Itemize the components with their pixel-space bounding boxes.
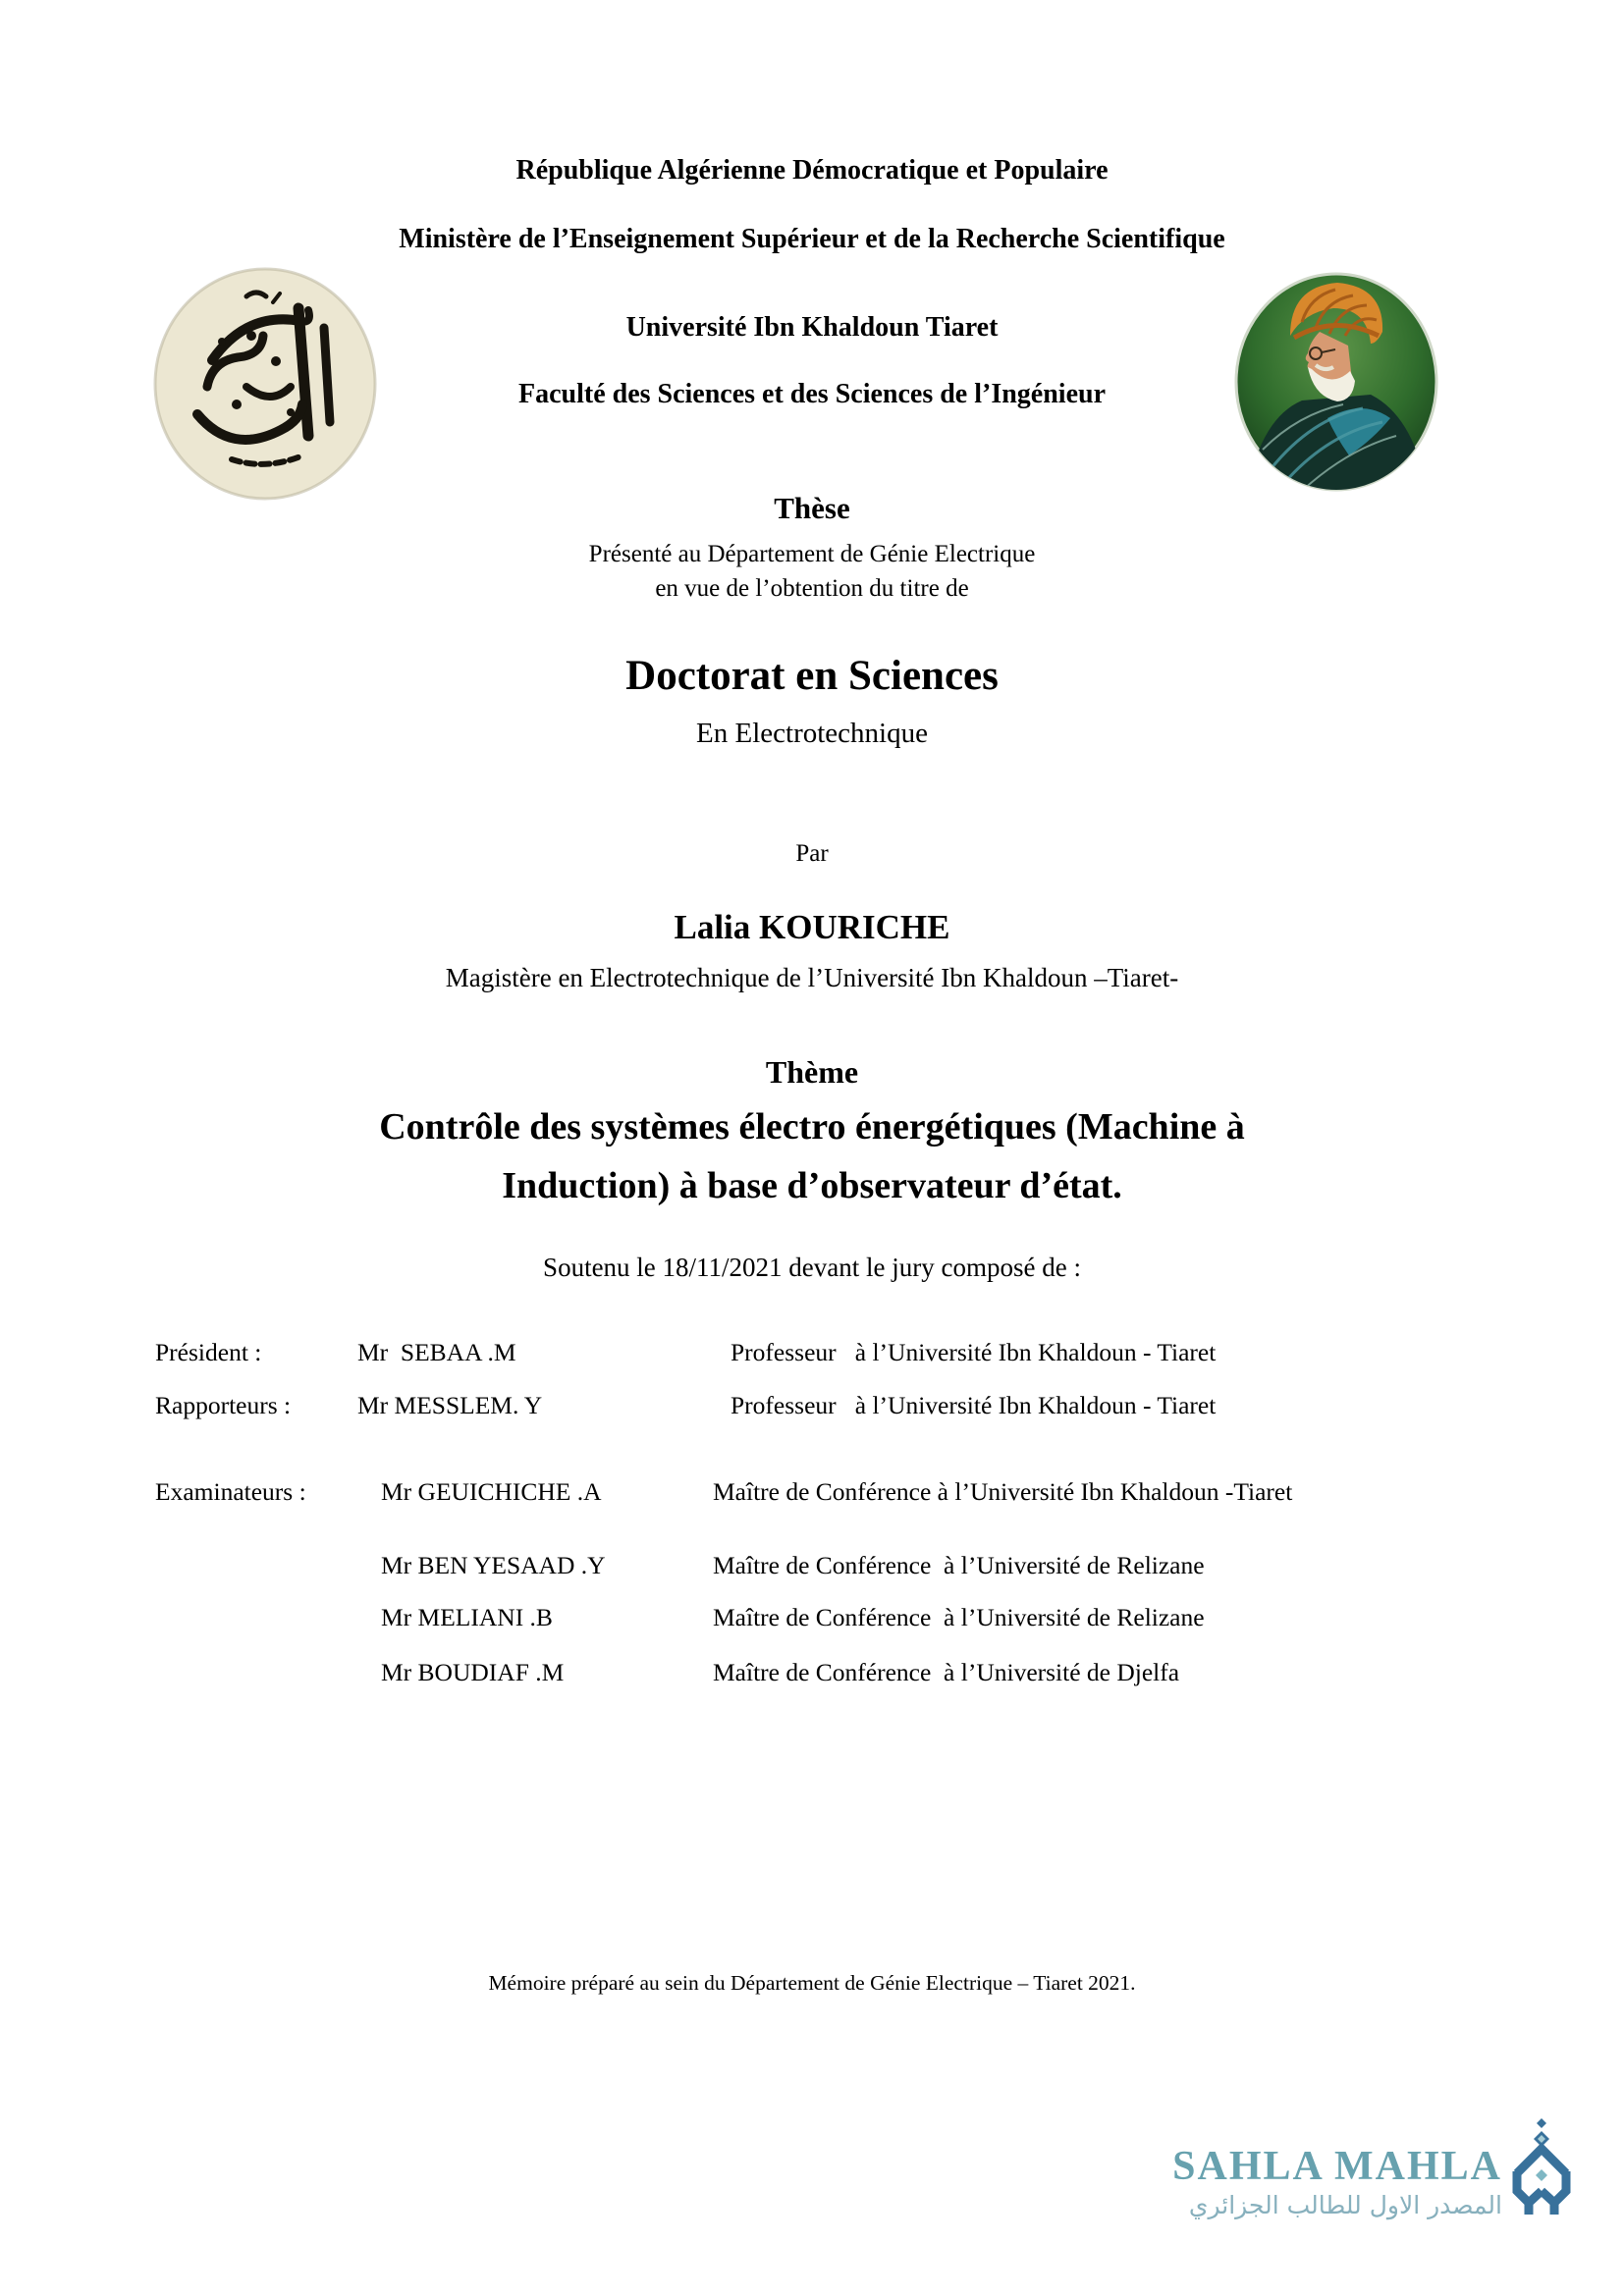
ministry-title: Ministère de l’Enseignement Supérieur et de la Recherche Scientifique	[399, 224, 1225, 254]
footer-note: Mémoire préparé au sein du Département de Génie Electrique – Tiaret 2021.	[488, 1971, 1136, 1995]
brand-tagline-arabic: المصدر الاول للطالب الجزائري	[1188, 2191, 1502, 2219]
thesis-label: Thèse	[774, 491, 850, 525]
thesis-title-line1: Contrôle des systèmes électro énergétiques (Machine à	[379, 1106, 1245, 1148]
jury-role-label	[155, 1602, 357, 1633]
purpose-line: en vue de l’obtention du titre de	[655, 575, 969, 602]
jury-row	[155, 1390, 1559, 1421]
jury-role-label: Examinateurs :	[155, 1477, 306, 1506]
jury-list	[155, 1337, 1559, 1688]
jury-role-label: Président :	[155, 1338, 262, 1366]
jury-member-name: Mr MESSLEM. Y	[357, 1391, 543, 1419]
university-seal-icon	[153, 267, 377, 501]
jury-row	[155, 1550, 1559, 1581]
defense-line: Soutenu le 18/11/2021 devant le jury composé de :	[543, 1253, 1081, 1282]
jury-member-title: Professeur à l’Université Ibn Khaldoun - Tiaret	[731, 1338, 1217, 1366]
jury-member-title: Professeur à l’Université Ibn Khaldoun - Tiaret	[731, 1391, 1217, 1419]
jury-row	[155, 1657, 1559, 1688]
presented-line: Présenté au Département de Génie Electrique	[588, 541, 1036, 567]
jury-member-name: Mr SEBAA .M	[357, 1338, 516, 1366]
by-label: Par	[795, 840, 829, 867]
jury-row	[155, 1476, 1559, 1508]
faculty-name: Faculté des Sciences et des Sciences de l’Ingénieur	[517, 379, 1107, 409]
jury-member-title: Maître de Conférence à l’Université de Relizane	[713, 1603, 1205, 1631]
jury-member-title: Maître de Conférence à l’Université de Relizane	[713, 1551, 1205, 1579]
ibn-khaldoun-portrait-icon	[1233, 271, 1439, 493]
jury-row	[155, 1337, 1559, 1368]
author-qualification: Magistère en Electrotechnique de l’Université Ibn Khaldoun –Tiaret-	[445, 963, 1179, 992]
jury-member-title: Maître de Conférence à l’Université de Djelfa	[713, 1658, 1180, 1686]
jury-member-name: Mr MELIANI .B	[381, 1603, 553, 1631]
author-name: Lalia KOURICHE	[674, 908, 950, 946]
jury-member-title: Maître de Conférence à l’Université Ibn Khaldoun -Tiaret	[713, 1477, 1293, 1506]
republic-title: République Algérienne Démocratique et Populaire	[515, 155, 1109, 186]
jury-role-label	[155, 1657, 357, 1688]
brand-wordmark-block	[1021, 2146, 1502, 2219]
theme-label: Thème	[765, 1054, 859, 1090]
jury-row	[155, 1602, 1559, 1633]
jury-role-label: Rapporteurs :	[155, 1391, 292, 1419]
brand-wordmark: SAHLA MAHLA	[1172, 2144, 1502, 2189]
degree-title: Doctorat en Sciences	[625, 653, 999, 699]
speciality: En Electrotechnique	[696, 718, 928, 749]
university-name: Université Ibn Khaldoun Tiaret	[625, 312, 999, 343]
jury-member-name: Mr BOUDIAF .M	[381, 1658, 565, 1686]
jury-role-label	[155, 1550, 357, 1581]
thesis-title-line2: Induction) à base d’observateur d’état.	[502, 1165, 1122, 1206]
jury-member-name: Mr BEN YESAAD .Y	[381, 1551, 606, 1579]
jury-member-name: Mr GEUICHICHE .A	[381, 1477, 602, 1506]
thesis-title	[174, 1097, 1450, 1215]
kufic-calligraphy-icon	[1505, 2116, 1578, 2226]
